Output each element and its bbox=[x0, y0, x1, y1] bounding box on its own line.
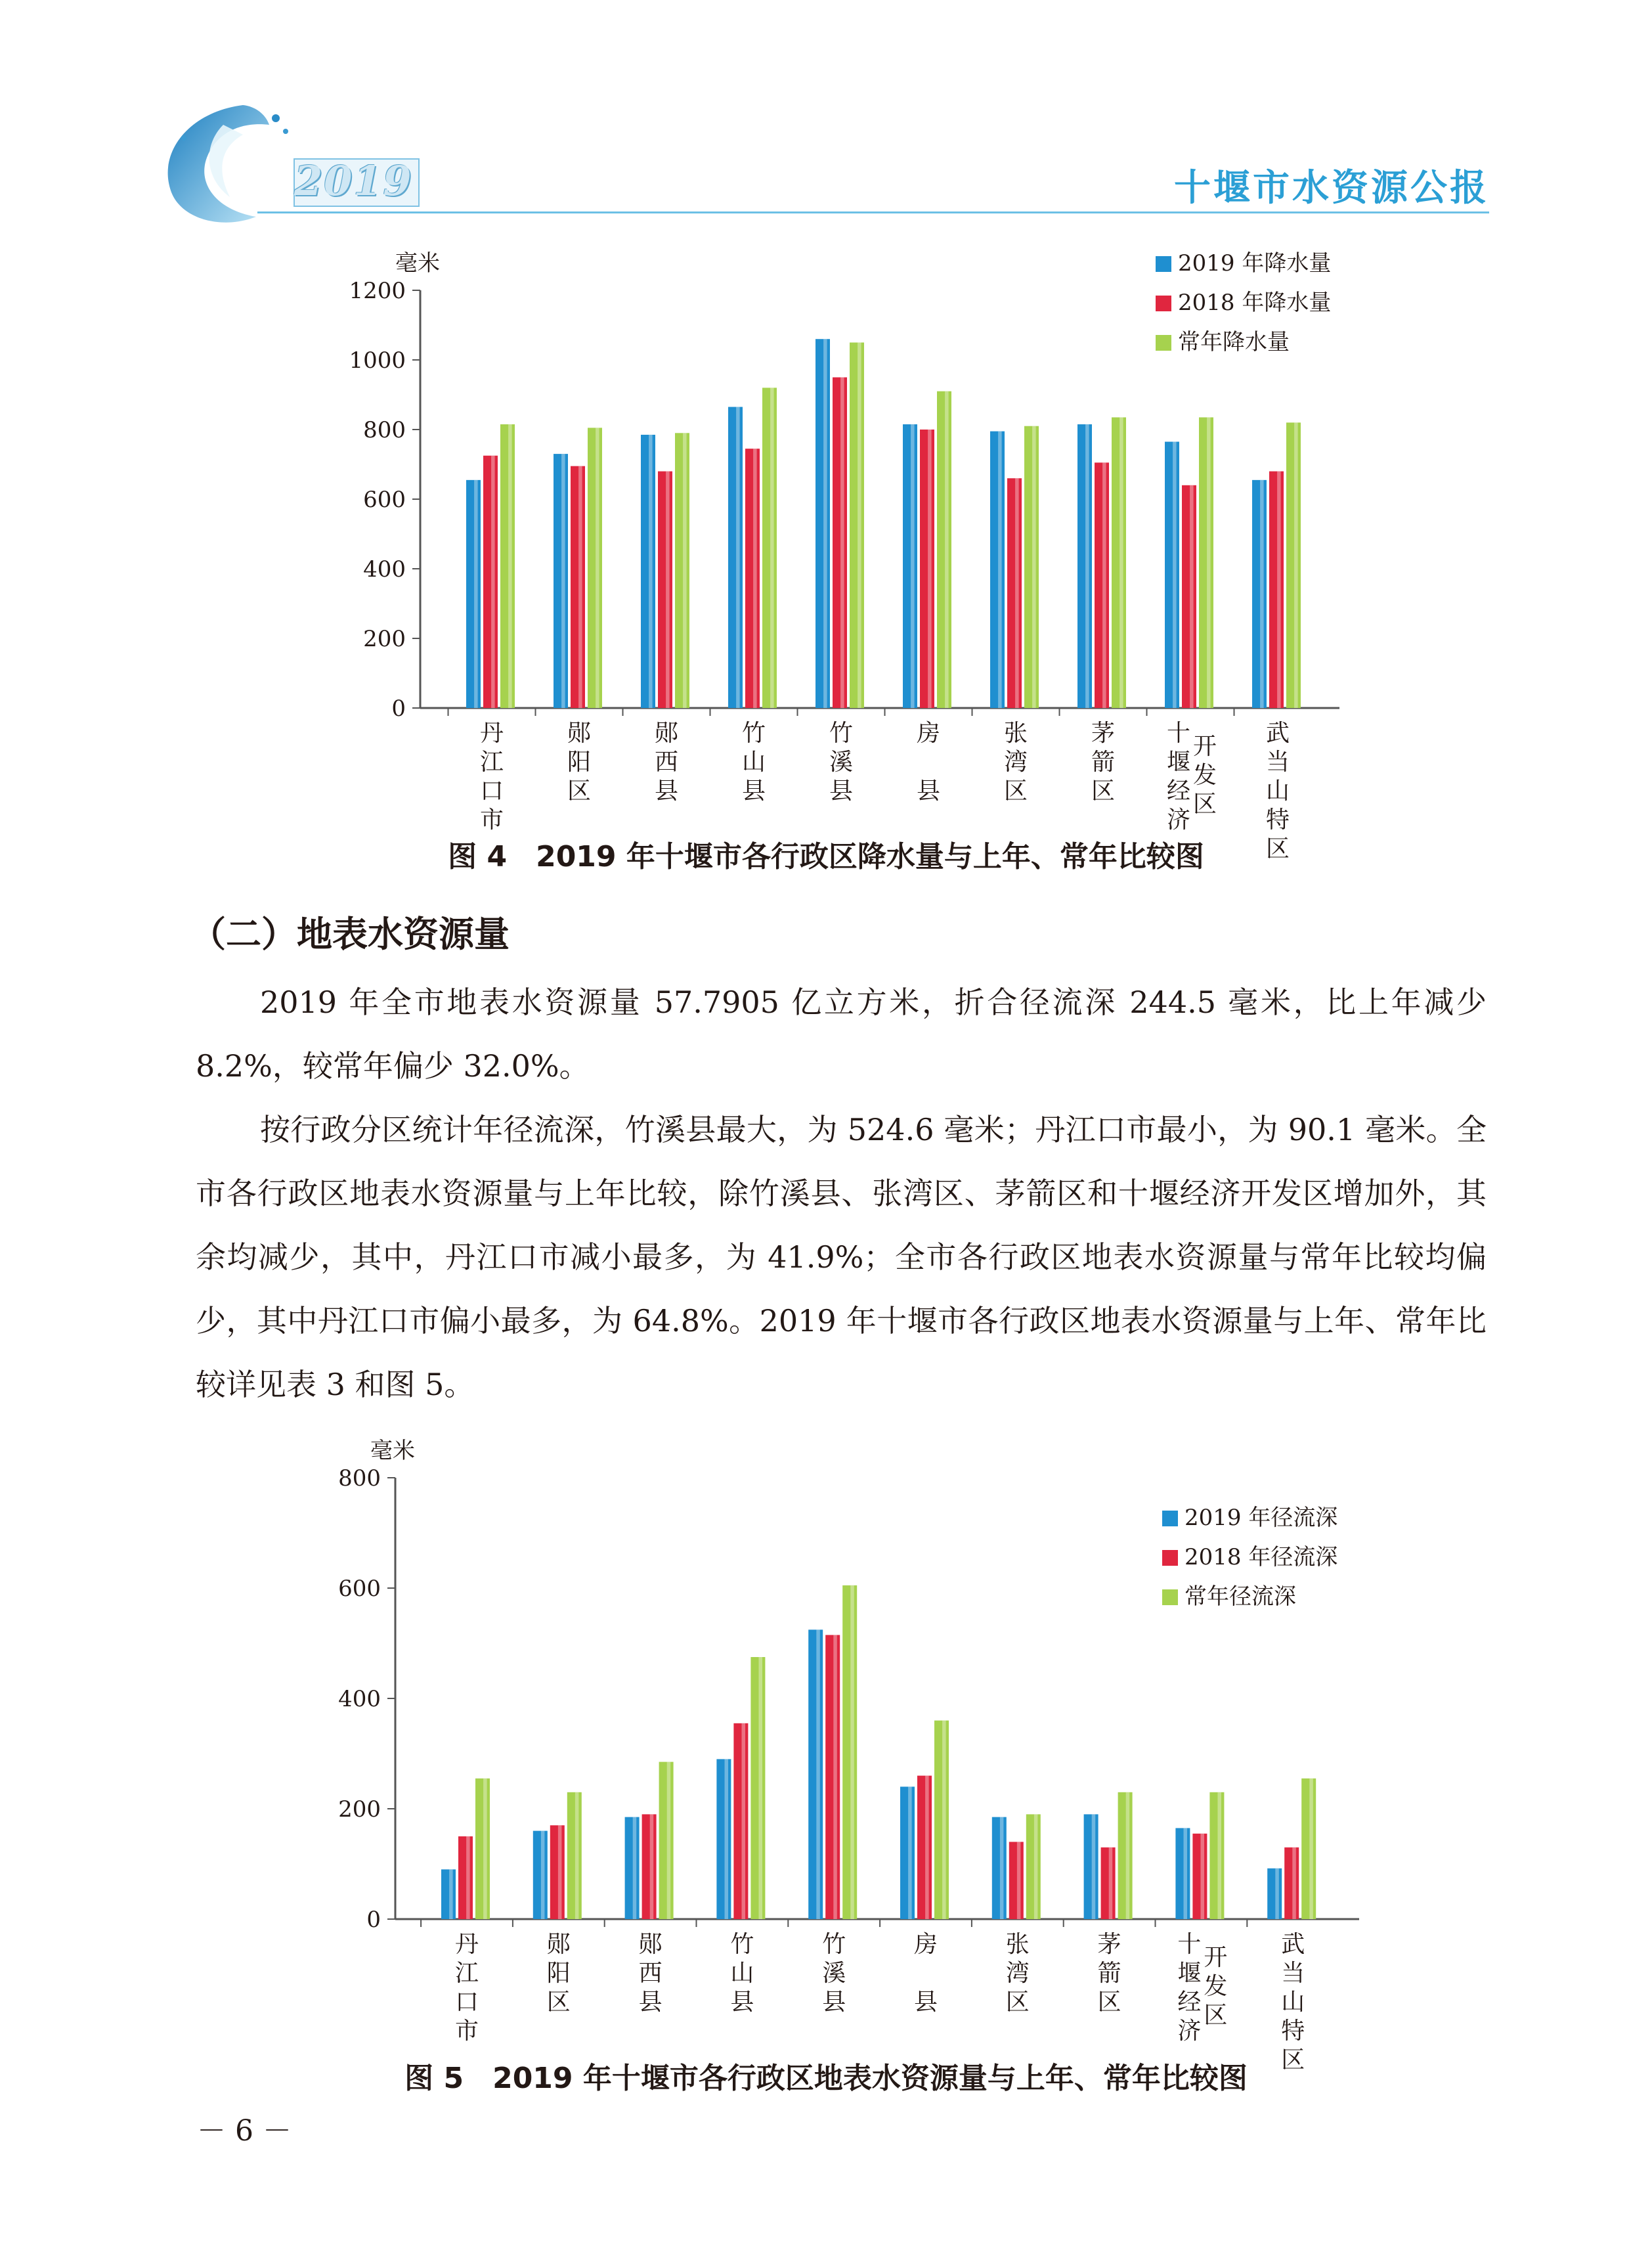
bar bbox=[567, 1792, 582, 1919]
bar bbox=[1182, 485, 1196, 708]
bar-highlight bbox=[633, 1817, 637, 1919]
bar bbox=[903, 424, 917, 708]
bar bbox=[1009, 1842, 1024, 1919]
figure-4-caption: 图 4 2019 年十堰市各行政区降水量与上年、常年比较图 bbox=[448, 840, 1204, 874]
figure-5-caption: 图 5 2019 年十堰市各行政区地表水资源量与上年、常年比较图 bbox=[404, 2062, 1248, 2095]
svg-text:发: 发 bbox=[1204, 1973, 1228, 2000]
bar-highlight bbox=[816, 1629, 820, 1919]
svg-text:开: 开 bbox=[1192, 733, 1217, 760]
bar-highlight bbox=[596, 428, 599, 708]
bar bbox=[1284, 1848, 1299, 1919]
svg-text:湾: 湾 bbox=[1003, 749, 1028, 776]
runoff-depth-chart bbox=[0, 1425, 1652, 2102]
bar bbox=[1101, 1848, 1116, 1919]
svg-text:济: 济 bbox=[1166, 807, 1191, 833]
bar bbox=[825, 1635, 840, 1919]
legend-label: 2019 年降水量 bbox=[1178, 250, 1332, 277]
x-tick-label bbox=[1004, 720, 1028, 805]
y-tick-label: 200 bbox=[338, 1796, 381, 1823]
x-tick-label bbox=[547, 1931, 571, 2016]
bar-highlight bbox=[508, 424, 512, 708]
svg-text:十: 十 bbox=[1177, 1931, 1202, 1958]
legend-swatch bbox=[1162, 1511, 1178, 1526]
svg-text:溪: 溪 bbox=[829, 749, 854, 776]
bar bbox=[466, 480, 481, 708]
bar bbox=[659, 1762, 674, 1919]
y-tick-label: 600 bbox=[363, 487, 406, 513]
svg-text:湾: 湾 bbox=[1005, 1960, 1030, 1987]
bar bbox=[917, 1776, 932, 1919]
svg-text:县: 县 bbox=[638, 1989, 663, 2016]
bar-highlight bbox=[1190, 485, 1194, 708]
svg-text:市: 市 bbox=[479, 807, 504, 833]
y-tick-label: 800 bbox=[363, 417, 406, 443]
svg-text:西: 西 bbox=[654, 749, 679, 776]
bar bbox=[1165, 442, 1179, 708]
bar bbox=[934, 1721, 949, 1919]
bar-highlight bbox=[998, 432, 1002, 708]
svg-text:阳: 阳 bbox=[567, 749, 592, 776]
x-tick-label bbox=[1167, 720, 1217, 833]
bar bbox=[1118, 1792, 1133, 1919]
svg-text:箭: 箭 bbox=[1091, 749, 1116, 776]
bar bbox=[1192, 1834, 1207, 1919]
bar-highlight bbox=[483, 1779, 487, 1919]
svg-text:阳: 阳 bbox=[546, 1960, 571, 1987]
section-heading: （二）地表水资源量 bbox=[190, 914, 510, 955]
bar bbox=[588, 428, 602, 708]
bar-highlight bbox=[449, 1869, 453, 1919]
bar bbox=[483, 456, 498, 708]
svg-text:县: 县 bbox=[822, 1989, 846, 2016]
bar bbox=[658, 472, 672, 708]
bar bbox=[1026, 1814, 1041, 1919]
svg-text:县: 县 bbox=[730, 1989, 754, 2016]
y-axis-unit: 毫米 bbox=[395, 250, 440, 277]
svg-text:经: 经 bbox=[1177, 1989, 1202, 2016]
bar-highlight bbox=[1109, 1848, 1113, 1919]
x-tick-label bbox=[917, 720, 940, 805]
y-tick-label: 200 bbox=[363, 626, 406, 652]
bar-highlight bbox=[578, 466, 582, 708]
svg-text:江: 江 bbox=[479, 749, 504, 776]
bar-highlight bbox=[1032, 426, 1036, 708]
bar-highlight bbox=[1092, 1814, 1096, 1919]
bar bbox=[554, 454, 568, 708]
page-number: － 6 － bbox=[197, 2114, 292, 2148]
bar-highlight bbox=[1000, 1817, 1004, 1919]
svg-text:市: 市 bbox=[454, 2018, 479, 2045]
svg-text:山: 山 bbox=[730, 1960, 754, 1987]
bar-highlight bbox=[1102, 462, 1106, 708]
bar-highlight bbox=[1218, 1792, 1222, 1919]
svg-text:当: 当 bbox=[1281, 1960, 1305, 1987]
bar bbox=[833, 378, 847, 709]
bar-highlight bbox=[1015, 478, 1019, 708]
y-tick-label: 800 bbox=[338, 1465, 381, 1492]
bar-highlight bbox=[466, 1836, 470, 1919]
y-tick-label: 600 bbox=[338, 1576, 381, 1602]
bar bbox=[1024, 426, 1039, 708]
bar-highlight bbox=[1034, 1814, 1038, 1919]
y-tick-label: 400 bbox=[338, 1686, 381, 1712]
bar-highlight bbox=[558, 1825, 562, 1919]
bar bbox=[1175, 1828, 1190, 1919]
bar bbox=[550, 1825, 565, 1919]
svg-text:郧: 郧 bbox=[546, 1931, 571, 1958]
bar-highlight bbox=[1207, 417, 1211, 708]
bar bbox=[1007, 478, 1022, 708]
bar-highlight bbox=[742, 1723, 746, 1919]
y-tick-label: 0 bbox=[391, 696, 406, 722]
svg-text:茅: 茅 bbox=[1097, 1931, 1121, 1958]
legend-swatch bbox=[1156, 335, 1171, 351]
bar bbox=[1084, 1814, 1098, 1919]
legend-swatch bbox=[1162, 1550, 1178, 1566]
bar-highlight bbox=[1294, 422, 1298, 708]
bar-highlight bbox=[833, 1635, 837, 1919]
svg-text:口: 口 bbox=[479, 778, 504, 805]
svg-text:县: 县 bbox=[829, 778, 854, 805]
bar-highlight bbox=[858, 343, 861, 709]
x-tick-label bbox=[567, 720, 591, 805]
svg-text:当: 当 bbox=[1265, 749, 1290, 776]
bar bbox=[1112, 417, 1126, 708]
bar bbox=[533, 1831, 548, 1919]
y-tick-label: 1200 bbox=[349, 278, 406, 304]
svg-text:山: 山 bbox=[1281, 1989, 1305, 2016]
svg-text:区: 区 bbox=[1003, 778, 1028, 805]
svg-text:发: 发 bbox=[1192, 762, 1217, 789]
bar-highlight bbox=[945, 391, 949, 708]
svg-text:西: 西 bbox=[638, 1960, 663, 1987]
bar bbox=[1095, 462, 1109, 708]
x-tick-label bbox=[1098, 1931, 1121, 2016]
bar-highlight bbox=[575, 1792, 579, 1919]
bar-highlight bbox=[1309, 1779, 1313, 1919]
bar-highlight bbox=[908, 1786, 912, 1919]
paragraph-1: 2019 年全市地表水资源量 57.7905 亿立方米，折合径流深 244.5 毫米，比上年减少 8.2%，较常年偏少 32.0%。 bbox=[196, 985, 1487, 1084]
svg-text:竹: 竹 bbox=[730, 1931, 754, 1958]
bar-highlight bbox=[1126, 1792, 1130, 1919]
svg-text:县: 县 bbox=[916, 778, 941, 805]
bar bbox=[458, 1836, 473, 1919]
svg-text:堰: 堰 bbox=[1166, 749, 1191, 776]
x-tick-label bbox=[639, 1931, 663, 2016]
svg-text:茅: 茅 bbox=[1091, 720, 1116, 747]
bar-highlight bbox=[1201, 1834, 1205, 1919]
svg-text:山: 山 bbox=[1265, 778, 1290, 805]
bar-highlight bbox=[1017, 1842, 1021, 1919]
bar bbox=[1209, 1792, 1224, 1919]
svg-text:竹: 竹 bbox=[829, 720, 854, 747]
paragraph-2: 按行政分区统计年径流深，竹溪县最大，为 524.6 毫米；丹江口市最小，为 90.1 毫米。全市各行政区地表水资源量与上年比较，除竹溪县、张湾区、茅箭区和十堰经济开发区增加外，其余均减少，其中，丹江口市减小最多，为 41.9%；全市各行政区地表水资源量与常年比较均偏少，其中丹江口市偏小最多，为 64.8%。2019 年十堰市各行政区地表水资源量与上年、常年比较详见表 3 和图 5。 bbox=[196, 1112, 1487, 1402]
svg-text:郧: 郧 bbox=[567, 720, 592, 747]
bar-highlight bbox=[928, 430, 932, 708]
year-badge: 2019 bbox=[294, 157, 413, 205]
svg-text:房: 房 bbox=[916, 720, 941, 747]
svg-text:溪: 溪 bbox=[822, 1960, 846, 1987]
bar bbox=[1199, 417, 1213, 708]
bar bbox=[642, 1814, 657, 1919]
svg-text:区: 区 bbox=[1204, 2002, 1228, 2029]
bar bbox=[745, 449, 760, 708]
svg-text:区: 区 bbox=[1192, 791, 1217, 818]
x-tick-label bbox=[1091, 720, 1115, 805]
x-tick-label bbox=[914, 1931, 938, 2016]
svg-text:山: 山 bbox=[741, 749, 766, 776]
svg-text:县: 县 bbox=[913, 1989, 938, 2016]
svg-text:区: 区 bbox=[567, 778, 592, 805]
svg-text:武: 武 bbox=[1265, 720, 1290, 747]
x-tick-label bbox=[742, 720, 766, 805]
svg-text:房: 房 bbox=[913, 1931, 938, 1958]
bar-highlight bbox=[1260, 480, 1264, 708]
legend-label: 2019 年径流深 bbox=[1185, 1505, 1338, 1531]
bar-highlight bbox=[911, 424, 915, 708]
y-axis-unit: 毫米 bbox=[370, 1438, 415, 1464]
bar-highlight bbox=[1119, 417, 1123, 708]
svg-text:武: 武 bbox=[1281, 1931, 1305, 1958]
legend-label: 常年径流深 bbox=[1185, 1583, 1296, 1610]
svg-text:竹: 竹 bbox=[822, 1931, 846, 1958]
legend-label: 2018 年降水量 bbox=[1178, 290, 1332, 316]
bar-highlight bbox=[650, 1814, 654, 1919]
x-tick-label bbox=[822, 1931, 846, 2016]
bar bbox=[571, 466, 585, 708]
svg-text:堰: 堰 bbox=[1177, 1960, 1202, 1987]
bar bbox=[990, 432, 1005, 708]
bar-highlight bbox=[753, 449, 757, 708]
bar-highlight bbox=[850, 1585, 854, 1919]
bar-highlight bbox=[759, 1657, 763, 1919]
bar-highlight bbox=[649, 435, 653, 708]
bar bbox=[675, 433, 689, 708]
bar bbox=[441, 1869, 456, 1919]
x-tick-label bbox=[455, 1931, 479, 2045]
legend-swatch bbox=[1162, 1589, 1178, 1605]
legend-swatch bbox=[1156, 296, 1171, 311]
bar bbox=[750, 1657, 765, 1919]
svg-text:区: 区 bbox=[1091, 778, 1116, 805]
svg-text:区: 区 bbox=[1097, 1989, 1121, 2016]
bar-highlight bbox=[474, 480, 478, 708]
bar-highlight bbox=[683, 433, 687, 708]
bar bbox=[1286, 422, 1301, 708]
bar-highlight bbox=[561, 454, 565, 708]
bar bbox=[1077, 424, 1092, 708]
bar bbox=[815, 339, 830, 708]
header-rule bbox=[257, 211, 1489, 213]
bar-highlight bbox=[1277, 472, 1281, 708]
svg-text:箭: 箭 bbox=[1097, 1960, 1121, 1987]
bar bbox=[500, 424, 515, 708]
svg-text:郧: 郧 bbox=[638, 1931, 663, 1958]
bar-highlight bbox=[736, 407, 740, 708]
bar bbox=[920, 430, 934, 708]
svg-text:张: 张 bbox=[1003, 720, 1028, 747]
bar bbox=[937, 391, 951, 708]
bar bbox=[1252, 480, 1267, 708]
bar-highlight bbox=[1184, 1828, 1188, 1919]
bar bbox=[1301, 1779, 1316, 1919]
svg-text:县: 县 bbox=[741, 778, 766, 805]
bar bbox=[716, 1759, 731, 1919]
bar bbox=[475, 1779, 490, 1919]
bar-highlight bbox=[1085, 424, 1089, 708]
svg-text:区: 区 bbox=[1265, 835, 1290, 862]
x-tick-label bbox=[730, 1931, 754, 2016]
precipitation-chart bbox=[0, 223, 1652, 887]
svg-text:特: 特 bbox=[1281, 2018, 1305, 2045]
legend-label: 常年降水量 bbox=[1178, 329, 1290, 355]
bar bbox=[625, 1817, 640, 1919]
bar bbox=[900, 1786, 915, 1919]
x-tick-label bbox=[1281, 1931, 1305, 2073]
bar-highlight bbox=[1292, 1848, 1296, 1919]
bar-highlight bbox=[725, 1759, 729, 1919]
y-tick-label: 1000 bbox=[349, 347, 406, 374]
x-tick-label bbox=[1177, 1931, 1227, 2045]
bar bbox=[733, 1723, 748, 1919]
bar-highlight bbox=[925, 1776, 929, 1919]
bar-highlight bbox=[770, 387, 774, 708]
svg-text:区: 区 bbox=[1005, 1989, 1030, 2016]
bar bbox=[808, 1629, 823, 1919]
bar-highlight bbox=[840, 378, 844, 709]
x-tick-label bbox=[1006, 1931, 1030, 2016]
bar bbox=[1267, 1869, 1282, 1919]
bar bbox=[762, 387, 777, 708]
bar bbox=[641, 435, 655, 708]
svg-text:口: 口 bbox=[454, 1989, 479, 2016]
bar bbox=[992, 1817, 1007, 1919]
svg-text:江: 江 bbox=[454, 1960, 479, 1987]
bar-highlight bbox=[667, 1762, 671, 1919]
svg-text:郧: 郧 bbox=[654, 720, 679, 747]
header-title: 十堰市水资源公报 bbox=[1174, 167, 1489, 210]
y-tick-label: 0 bbox=[366, 1907, 381, 1933]
svg-text:区: 区 bbox=[546, 1989, 571, 2016]
y-tick-label: 400 bbox=[363, 556, 406, 583]
bar bbox=[1269, 472, 1284, 708]
legend-label: 2018 年径流深 bbox=[1185, 1544, 1338, 1570]
x-tick-label bbox=[655, 720, 678, 805]
bar bbox=[842, 1585, 857, 1919]
bar-highlight bbox=[666, 472, 670, 708]
bar-highlight bbox=[1173, 442, 1177, 708]
bar-highlight bbox=[1275, 1869, 1279, 1919]
bar bbox=[728, 407, 743, 708]
svg-text:十: 十 bbox=[1166, 720, 1191, 747]
x-tick-label bbox=[480, 720, 504, 833]
svg-text:开: 开 bbox=[1204, 1944, 1228, 1971]
legend-swatch bbox=[1156, 256, 1171, 272]
svg-text:竹: 竹 bbox=[741, 720, 766, 747]
svg-text:张: 张 bbox=[1005, 1931, 1030, 1958]
bar-highlight bbox=[491, 456, 495, 708]
svg-text:丹: 丹 bbox=[454, 1931, 479, 1958]
svg-text:县: 县 bbox=[654, 778, 679, 805]
svg-text:经: 经 bbox=[1166, 778, 1191, 805]
svg-text:济: 济 bbox=[1177, 2018, 1202, 2045]
bar bbox=[850, 343, 864, 709]
bar-highlight bbox=[541, 1831, 545, 1919]
x-tick-label bbox=[829, 720, 853, 805]
svg-text:区: 区 bbox=[1281, 2047, 1305, 2073]
bar-highlight bbox=[942, 1721, 946, 1919]
svg-text:丹: 丹 bbox=[479, 720, 504, 747]
svg-text:特: 特 bbox=[1265, 807, 1290, 833]
bar-highlight bbox=[823, 339, 827, 708]
